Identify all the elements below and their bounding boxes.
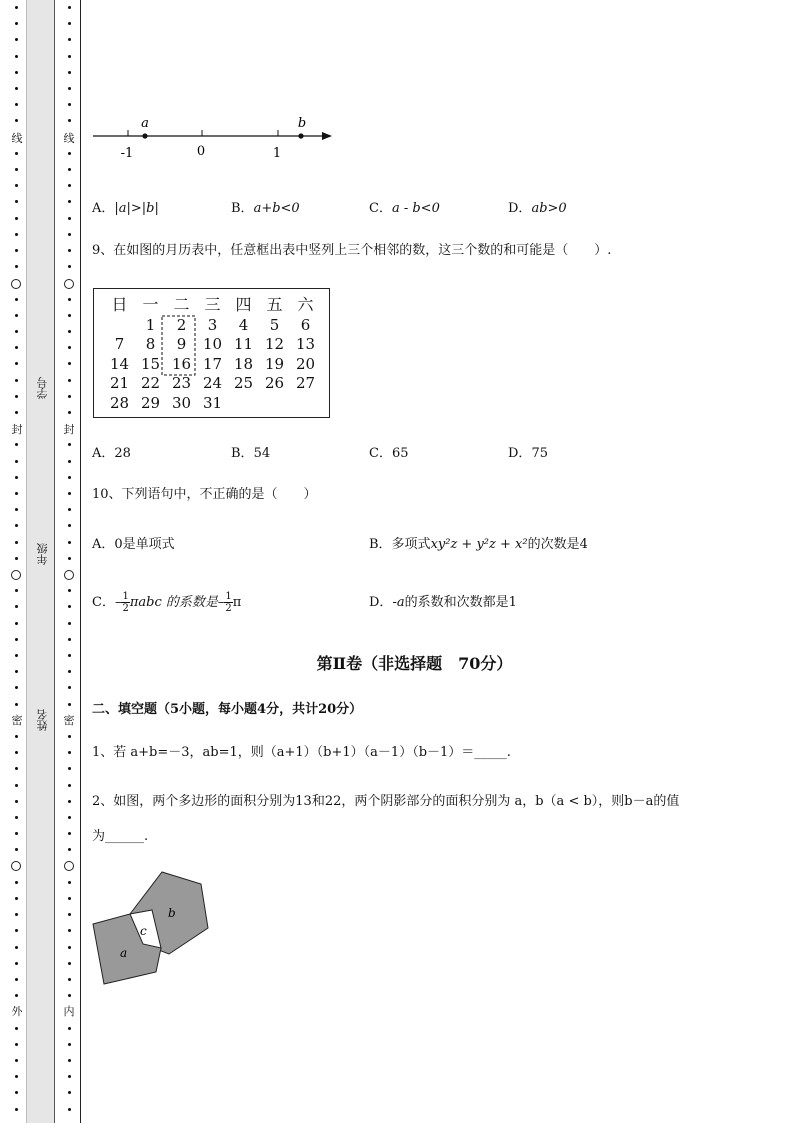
calendar-header-cell: 二 <box>173 295 190 314</box>
calendar-day-cell: 21 <box>109 374 130 392</box>
calendar-day-cell: 28 <box>109 394 130 412</box>
binding-dot <box>68 848 71 851</box>
q10-option-b <box>369 537 588 553</box>
calendar-day-cell: 22 <box>140 374 161 392</box>
binding-dot <box>68 22 71 25</box>
q8-option-c-expr: a - b<0 <box>391 201 440 216</box>
q10-option-c-letter: C． <box>92 595 115 610</box>
binding-dot <box>15 638 18 641</box>
calendar-day-cell: 30 <box>171 394 192 412</box>
binding-dot <box>68 1091 71 1094</box>
binding-dot <box>15 103 18 106</box>
field-student-id <box>36 377 50 403</box>
q10-option-c-frac-2 <box>224 591 232 614</box>
q9-option-c <box>369 446 409 462</box>
section-2-title: 第Ⅱ卷（非选择题 70分） <box>316 654 513 673</box>
binding-dot <box>15 751 18 754</box>
binding-dot <box>68 249 71 252</box>
calendar-day-cell: 8 <box>145 335 156 353</box>
q8-option-a-letter: A． <box>92 201 115 216</box>
binding-dot <box>15 200 18 203</box>
calendar-day-cell: 20 <box>295 355 316 373</box>
calendar-day-cell: 1 <box>145 316 156 334</box>
calendar-header-cell: 四 <box>235 295 252 314</box>
binding-dot <box>68 395 71 398</box>
binding-dot <box>68 6 71 9</box>
calendar-day-cell: 17 <box>202 355 223 373</box>
binding-dot <box>15 249 18 252</box>
binding-dot <box>15 541 18 544</box>
binding-dot <box>15 119 18 122</box>
binding-dot <box>15 767 18 770</box>
outer-dotted-line <box>12 0 22 1123</box>
binding-dot <box>15 1043 18 1046</box>
binding-dot <box>68 443 71 446</box>
point-b <box>298 133 303 138</box>
calendar-day-cell: 25 <box>233 374 254 392</box>
q9-stem: 9、在如图的月历表中，任意框出表中竖列上三个相邻的数，这三个数的和可能是（ ）. <box>92 243 612 258</box>
binding-dot <box>68 168 71 171</box>
binding-dot <box>15 217 18 220</box>
binding-dot <box>68 346 71 349</box>
binding-dot <box>15 605 18 608</box>
binding-dot <box>68 1027 71 1030</box>
field-grade <box>36 543 50 569</box>
binding-dot <box>15 703 18 706</box>
binding-dot <box>68 71 71 74</box>
binding-dot <box>68 314 71 317</box>
q10-option-c: C．– $\frac{1}{2}$ πabc 的系数是– $\frac{1}{2}$ π <box>92 591 242 614</box>
binding-dot <box>15 524 18 527</box>
inner-marker-xian: 线 <box>63 132 75 145</box>
q9-option-b <box>231 446 270 462</box>
binding-dot <box>68 800 71 803</box>
binding-dot <box>68 784 71 787</box>
polygons-figure <box>90 866 215 990</box>
section-2-part-heading: 二、填空题（5小题，每小题4分，共计20分） <box>92 702 363 717</box>
binding-dot <box>15 1075 18 1078</box>
frac-denominator: 2 <box>122 603 129 614</box>
binding-dot <box>15 994 18 997</box>
q9-option-b-letter: B． <box>231 446 254 461</box>
calendar-day-cell: 24 <box>202 374 223 392</box>
q8-option-b-expr: a+b<0 <box>253 201 300 216</box>
calendar-day-cell: 16 <box>171 355 192 373</box>
q10-option-d-letter: D． <box>369 595 393 610</box>
binding-dot <box>68 994 71 997</box>
q9-option-d <box>508 446 548 462</box>
outer-circle-1 <box>11 279 21 289</box>
binding-dot <box>68 524 71 527</box>
binding-dot <box>68 767 71 770</box>
q8-option-c-letter: C． <box>369 201 392 216</box>
binding-dot <box>15 346 18 349</box>
binding-dot <box>68 330 71 333</box>
calendar-header-cell: 一 <box>142 295 159 314</box>
binding-dot <box>15 735 18 738</box>
binding-dot <box>68 832 71 835</box>
binding-dot <box>15 622 18 625</box>
binding-dot <box>15 476 18 479</box>
binding-line <box>80 0 81 1123</box>
binding-dot <box>68 735 71 738</box>
calendar-day-cell: 31 <box>202 394 223 412</box>
binding-dot <box>68 686 71 689</box>
binding-dot <box>68 298 71 301</box>
point-a <box>142 133 147 138</box>
binding-dot <box>68 1059 71 1062</box>
calendar-day-cell: 6 <box>300 316 311 334</box>
q9-option-a <box>92 446 131 462</box>
frac-numerator: 1 <box>225 591 232 602</box>
binding-dot <box>68 881 71 884</box>
q9-option-a-letter: A． <box>92 446 115 461</box>
binding-dot <box>15 395 18 398</box>
outer-marker-xian: 线 <box>11 132 23 145</box>
calendar-table <box>93 288 330 418</box>
calendar-day-cell: 18 <box>233 355 254 373</box>
calendar-day-cell: 5 <box>269 316 280 334</box>
frac-numerator: 1 <box>122 591 129 602</box>
binding-dot <box>15 379 18 382</box>
binding-dot <box>15 686 18 689</box>
outer-circle-3 <box>11 861 21 871</box>
binding-dot <box>15 314 18 317</box>
q8-option-b <box>231 201 300 217</box>
binding-dot <box>15 330 18 333</box>
binding-dot <box>68 897 71 900</box>
point-label-b: b <box>297 116 307 131</box>
tick-label-0: 0 <box>196 144 206 159</box>
calendar-day-cell: 15 <box>140 355 161 373</box>
q9-option-d-letter: D． <box>508 446 532 461</box>
binding-dot <box>15 265 18 268</box>
inner-dotted-line <box>65 0 75 1123</box>
binding-dot <box>15 362 18 365</box>
calendar-day-cell: 9 <box>176 335 187 353</box>
binding-dot <box>15 22 18 25</box>
fill-question-2-line-1: 2、如图，两个多边形的面积分别为13和22，两个阴影部分的面积分别为 a，b（a < b），则b－a的值 <box>92 794 680 809</box>
calendar-day-cell: 14 <box>109 355 130 373</box>
binding-dot <box>15 1108 18 1111</box>
q9-option-c-letter: C． <box>369 446 392 461</box>
binding-dot <box>15 184 18 187</box>
binding-dot <box>15 1027 18 1030</box>
binding-dot <box>68 622 71 625</box>
calendar-day-cell: 12 <box>264 335 285 353</box>
binding-dot <box>68 233 71 236</box>
q8-option-d <box>508 201 567 217</box>
field-name <box>36 709 50 735</box>
binding-dot <box>68 476 71 479</box>
q10-stem: 10、下列语句中，不正确的是（ ） <box>92 487 317 502</box>
binding-dot <box>68 929 71 932</box>
binding-dot <box>15 443 18 446</box>
tick-label-1: 1 <box>272 146 282 161</box>
binding-dot <box>68 1108 71 1111</box>
calendar-day-cell: 23 <box>171 374 192 392</box>
number-line-arrow <box>322 132 332 140</box>
binding-dot <box>15 881 18 884</box>
binding-dot <box>15 492 18 495</box>
field-name-label: 姓名 <box>36 709 49 731</box>
binding-dot <box>68 913 71 916</box>
q10-option-c-end: π <box>232 595 242 610</box>
binding-dot <box>68 38 71 41</box>
inner-circle-3 <box>64 861 74 871</box>
q9-option-d-value: 75 <box>531 446 548 461</box>
calendar-day-cell: 27 <box>295 374 316 392</box>
binding-dot <box>68 816 71 819</box>
binding-dot <box>68 217 71 220</box>
binding-dot <box>15 87 18 90</box>
binding-dot <box>15 1091 18 1094</box>
q10-option-d <box>369 595 517 611</box>
fill-question-2-line-2: 为______. <box>92 829 149 844</box>
binding-dot <box>68 508 71 511</box>
calendar-day-cell: 13 <box>295 335 316 353</box>
q10-option-c-mid: πabc 的系数是 <box>129 595 218 610</box>
calendar-day-cell: 4 <box>238 316 249 334</box>
binding-dot <box>15 508 18 511</box>
inner-marker-nei: 内 <box>63 1005 75 1018</box>
calendar-dashed-frame <box>161 315 197 377</box>
outer-marker-mi: 密 <box>11 714 23 727</box>
q8-option-a <box>92 201 159 217</box>
binding-dot <box>68 1043 71 1046</box>
binding-dot <box>15 557 18 560</box>
number-line <box>90 112 340 164</box>
binding-dot <box>15 1059 18 1062</box>
field-student-id-label: 学号 <box>36 377 49 399</box>
q10-option-d-expr: -a <box>392 595 405 610</box>
calendar-day-cell: 2 <box>176 316 187 334</box>
calendar-header-cell: 日 <box>111 295 128 314</box>
binding-dot <box>68 589 71 592</box>
binding-dot <box>15 816 18 819</box>
binding-dot <box>15 152 18 155</box>
q8-option-b-letter: B． <box>231 201 254 216</box>
binding-dot <box>15 6 18 9</box>
q9-option-b-value: 54 <box>253 446 271 461</box>
figure-label-a: a <box>120 946 128 960</box>
binding-dot <box>68 87 71 90</box>
binding-dot <box>68 978 71 981</box>
q9-option-c-value: 65 <box>391 446 409 461</box>
inner-marker-mi: 密 <box>63 714 75 727</box>
binding-dot <box>68 265 71 268</box>
calendar-day-cell: 10 <box>202 335 223 353</box>
binding-dot <box>15 848 18 851</box>
binding-dot <box>15 913 18 916</box>
calendar-day-cell: 29 <box>140 394 161 412</box>
binding-dot <box>68 184 71 187</box>
q10-option-a: A．0是单项式 <box>92 537 175 552</box>
figure-label-b: b <box>168 906 176 920</box>
calendar-header-cell: 五 <box>266 295 283 314</box>
frac-denominator: 2 <box>225 603 232 614</box>
binding-dot <box>68 946 71 949</box>
binding-dot <box>15 411 18 414</box>
q8-option-d-expr: ab>0 <box>531 201 567 216</box>
q8-option-a-expr: |a|>|b| <box>114 201 159 216</box>
binding-dot <box>68 460 71 463</box>
figure-label-c: c <box>140 924 147 938</box>
fill-question-1: 1、若 a+b=－3，ab=1，则（a+1）（b+1）（a－1）（b－1）＝_____. <box>92 745 511 760</box>
binding-dot <box>15 71 18 74</box>
outer-marker-feng: 封 <box>11 423 23 436</box>
binding-dot <box>15 589 18 592</box>
binding-dot <box>68 411 71 414</box>
binding-dot <box>15 897 18 900</box>
inner-marker-feng: 封 <box>63 423 75 436</box>
binding-dot <box>15 55 18 58</box>
binding-dot <box>15 962 18 965</box>
binding-dot <box>68 703 71 706</box>
binding-dot <box>68 751 71 754</box>
binding-dot <box>15 233 18 236</box>
binding-dot <box>68 541 71 544</box>
binding-dot <box>15 38 18 41</box>
binding-dot <box>68 962 71 965</box>
outer-circle-2 <box>11 570 21 580</box>
point-label-a: a <box>141 116 149 131</box>
binding-dot <box>68 557 71 560</box>
calendar-day-cell: 19 <box>264 355 285 373</box>
binding-dot <box>68 492 71 495</box>
calendar-day-cell: 11 <box>233 335 254 353</box>
calendar-day-cell: 3 <box>207 316 218 334</box>
binding-dot <box>68 55 71 58</box>
binding-dot <box>68 379 71 382</box>
calendar-header-cell: 六 <box>297 295 314 314</box>
binding-dot <box>15 460 18 463</box>
binding-dot <box>15 784 18 787</box>
calendar-header-cell: 三 <box>204 295 221 314</box>
field-grade-label: 年级 <box>36 543 49 565</box>
binding-dot <box>15 832 18 835</box>
calendar-day-cell: 26 <box>264 374 285 392</box>
q10-option-b-prefix: B．多项式 <box>369 537 431 552</box>
binding-dot <box>68 1075 71 1078</box>
binding-dot <box>15 168 18 171</box>
binding-dot <box>68 362 71 365</box>
inner-circle-2 <box>64 570 74 580</box>
binding-dot <box>68 119 71 122</box>
binding-dot <box>68 200 71 203</box>
binding-dot <box>68 638 71 641</box>
q9-option-a-value: 28 <box>114 446 131 461</box>
inner-circle-1 <box>64 279 74 289</box>
binding-dot <box>15 929 18 932</box>
q10-option-b-expr: xy²z + y²z + x² <box>430 537 528 552</box>
q8-option-c <box>369 201 440 217</box>
q8-option-d-letter: D． <box>508 201 532 216</box>
binding-dot <box>15 298 18 301</box>
outer-marker-wai: 外 <box>11 1005 23 1018</box>
q10-option-d-suffix: 的系数和次数都是1 <box>404 595 517 610</box>
binding-dot <box>15 946 18 949</box>
tick-label-minus-1: -1 <box>120 146 134 161</box>
q10-option-b-suffix: 的次数是4 <box>527 537 588 552</box>
binding-dot <box>15 978 18 981</box>
binding-dot <box>68 103 71 106</box>
calendar-day-cell: 7 <box>114 335 125 353</box>
q10-option-c-frac-1 <box>121 591 129 614</box>
binding-dot <box>68 152 71 155</box>
binding-dot <box>68 605 71 608</box>
binding-dot <box>15 800 18 803</box>
